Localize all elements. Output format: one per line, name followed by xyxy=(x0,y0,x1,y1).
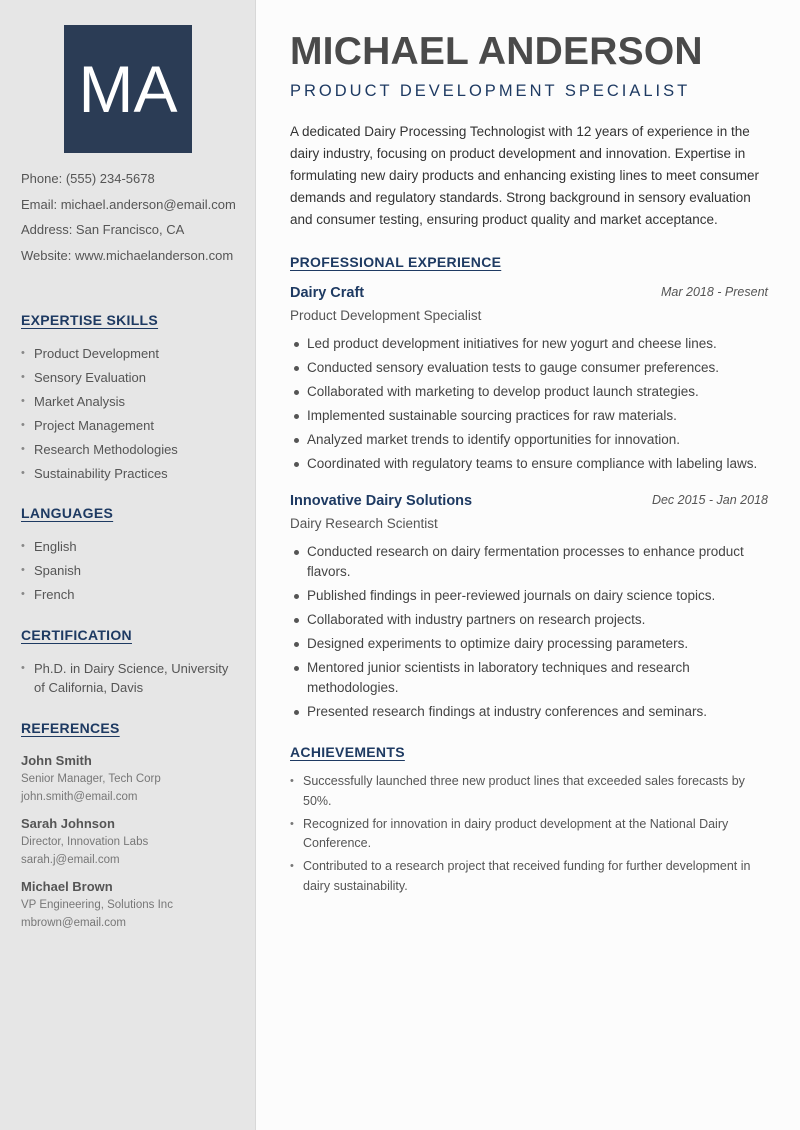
contact-info xyxy=(21,170,246,272)
reference-name: Sarah Johnson xyxy=(21,816,115,831)
reference-role: Senior Manager, Tech Corp xyxy=(21,773,161,785)
skill-item: • Project Management xyxy=(21,416,236,435)
duty-item: Mentored junior scientists in laboratory techniques and research methodologies. xyxy=(290,658,768,698)
contact-email: Email: michael.anderson@email.com xyxy=(21,196,236,212)
reference-email: john.smith@email.com xyxy=(21,791,138,803)
achievements-list xyxy=(290,772,768,900)
duty-item: Coordinated with regulatory teams to ensure compliance with labeling laws. xyxy=(290,454,768,474)
job-dates: Dec 2015 - Jan 2018 xyxy=(651,493,768,507)
sidebar xyxy=(0,0,256,1130)
reference-entry xyxy=(21,752,246,806)
experience-heading: PROFESSIONAL EXPERIENCE xyxy=(290,254,502,270)
reference-name: John Smith xyxy=(21,753,92,768)
duty-item: Designed experiments to optimize dairy processing parameters. xyxy=(290,634,768,654)
reference-role: VP Engineering, Solutions Inc xyxy=(21,899,173,911)
duty-item: Led product development initiatives for new yogurt and cheese lines. xyxy=(290,334,768,354)
languages-heading: LANGUAGES xyxy=(21,505,114,521)
skill-item: • Market Analysis xyxy=(21,392,236,411)
duty-item: Conducted research on dairy fermentation processes to enhance product flavors. xyxy=(290,542,768,582)
language-item: • Spanish xyxy=(21,561,236,580)
duty-item: Implemented sustainable sourcing practices for raw materials. xyxy=(290,406,768,426)
job-role: Dairy Research Scientist xyxy=(290,516,438,531)
contact-address: Address: San Francisco, CA xyxy=(21,222,185,237)
references-heading: REFERENCES xyxy=(21,720,120,736)
skills-list xyxy=(21,344,236,488)
skills-heading: EXPERTISE SKILLS xyxy=(21,312,159,328)
reference-email: mbrown@email.com xyxy=(21,917,126,929)
language-item: • French xyxy=(21,585,236,604)
reference-entry xyxy=(21,878,246,932)
duties-list xyxy=(290,334,768,474)
contact-website: Website: www.michaelanderson.com xyxy=(21,247,234,263)
duty-item: Conducted sensory evaluation tests to gauge consumer preferences. xyxy=(290,358,768,378)
reference-role: Director, Innovation Labs xyxy=(21,836,149,848)
language-item: • English xyxy=(21,537,236,556)
duty-item: Collaborated with industry partners on research projects. xyxy=(290,610,768,630)
company-name: Dairy Craft xyxy=(290,285,365,301)
reference-name: Michael Brown xyxy=(21,879,113,894)
reference-email: sarah.j@email.com xyxy=(21,854,120,866)
duty-item: Collaborated with marketing to develop product launch strategies. xyxy=(290,382,768,402)
profile-summary: A dedicated Dairy Processing Technologist with 12 years of experience in the dairy industry, focusing on product development and innovation. Expertise in formulating new dairy products and enhancing existing lines to meet consumer demands and regulatory standards. Strong background in sensory evaluation and consumer testing, ensuring product quality and market acceptance. xyxy=(290,124,760,227)
job-entry xyxy=(290,492,768,726)
monogram-avatar: MA xyxy=(64,25,192,153)
contact-phone: Phone: (555) 234-5678 xyxy=(21,171,155,186)
achievement-item: • Contributed to a research project that received funding for further development in dairy sustainability. xyxy=(290,857,768,896)
person-name: MICHAEL ANDERSON xyxy=(290,30,703,73)
company-name: Innovative Dairy Solutions xyxy=(290,493,473,509)
languages-list xyxy=(21,537,236,609)
achievement-item: • Recognized for innovation in dairy product development at the National Dairy Conference. xyxy=(290,815,768,854)
skill-item: • Sensory Evaluation xyxy=(21,368,236,387)
references-list xyxy=(21,752,246,941)
certification-item: • Ph.D. in Dairy Science, University of California, Davis xyxy=(21,659,236,697)
job-entry xyxy=(290,284,768,478)
achievements-heading: ACHIEVEMENTS xyxy=(290,744,405,760)
skill-item: • Research Methodologies xyxy=(21,440,236,459)
skill-item: • Sustainability Practices xyxy=(21,464,236,483)
duties-list xyxy=(290,542,768,722)
duty-item: Presented research findings at industry conferences and seminars. xyxy=(290,702,768,722)
achievement-item: • Successfully launched three new product lines that exceeded sales forecasts by 50%. xyxy=(290,772,768,811)
duty-item: Analyzed market trends to identify opportunities for innovation. xyxy=(290,430,768,450)
reference-entry xyxy=(21,815,246,869)
job-role: Product Development Specialist xyxy=(290,308,482,323)
certification-heading: CERTIFICATION xyxy=(21,627,132,643)
duty-item: Published findings in peer-reviewed journals on dairy science topics. xyxy=(290,586,768,606)
skill-item: • Product Development xyxy=(21,344,236,363)
certification-list xyxy=(21,659,236,702)
job-dates: Mar 2018 - Present xyxy=(661,285,768,299)
job-title: PRODUCT DEVELOPMENT SPECIALIST xyxy=(290,82,691,100)
